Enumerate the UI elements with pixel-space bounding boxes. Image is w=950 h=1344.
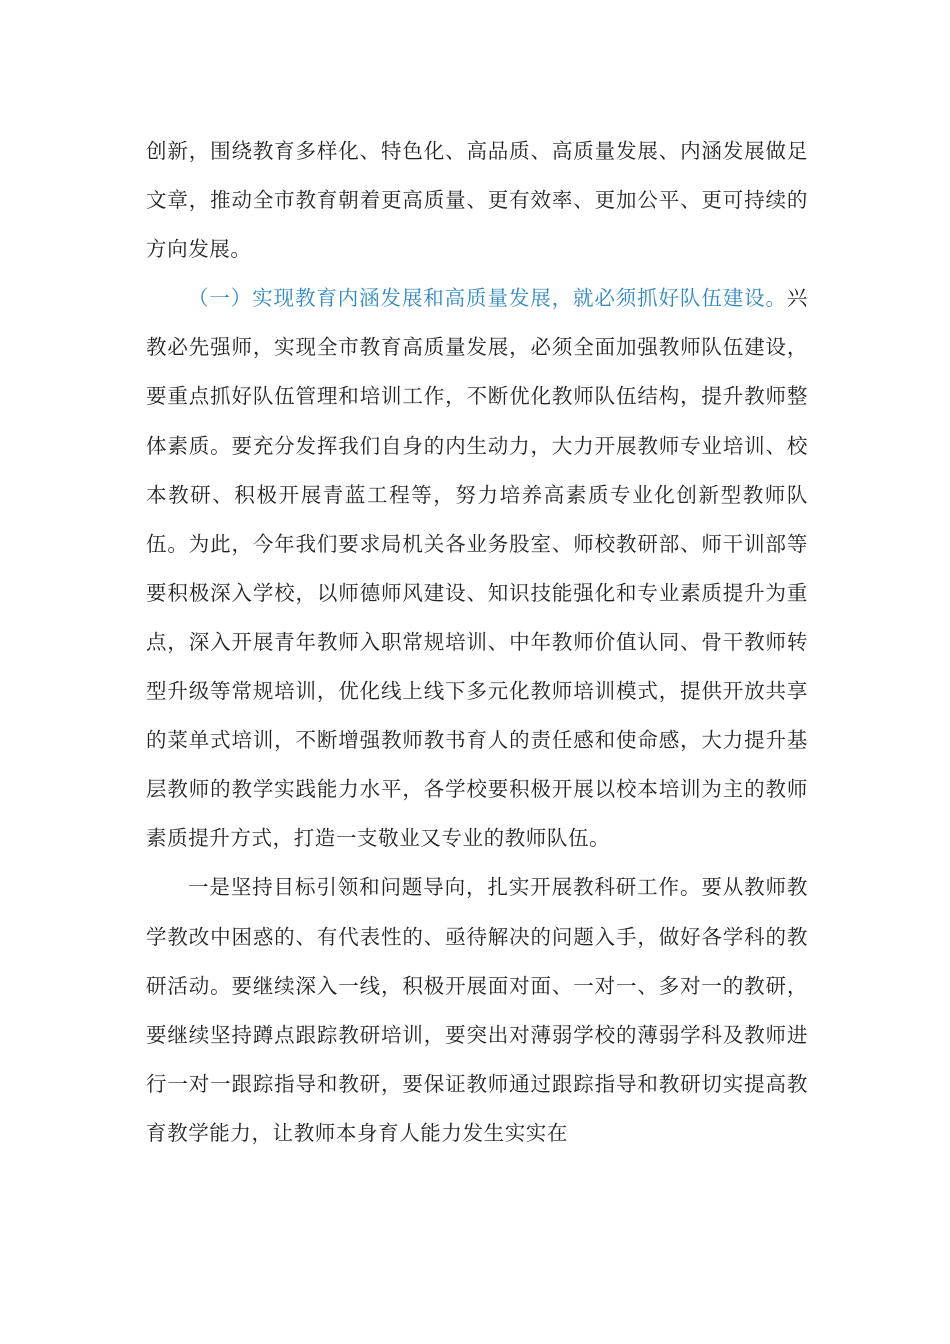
paragraph-team-building [146,274,808,863]
paragraph-continuation [146,127,808,274]
paragraph-text: 创新，围绕教育多样化、特色化、高品质、高质量发展、内涵发展做足文章，推动全市教育朝着更高质量、更有效率、更加公平、更可持续的方向发展。 [146,139,808,262]
section-heading: （一）实现教育内涵发展和高质量发展，就必须抓好队伍建设。 [188,286,787,311]
paragraph-text: 兴教必先强师，实现全市教育高质量发展，必须全面加强教师队伍建设，要重点抓好队伍管理和培训工作，不断优化教师队伍结构，提升教师整体素质。要充分发挥我们自身的内生动力，大力开展教师专业培训、校本教研、积极开展青蓝工程等，努力培养高素质专业化创新型教师队伍。为此，今年我们要求局机关各业务股室、师校教研部、师干训部等要积极深入学校，以师德师风建设、知识技能强化和专业素质提升为重点，深入开展青年教师入职常规培训、中年教师价值认同、骨干教师转型升级等常规培训，优化线上线下多元化教师培训模式，提供开放共享的菜单式培训，不断增强教师教书育人的责任感和使命感，大力提升基层教师的教学实践能力水平，各学校要积极开展以校本培训为主的教师素质提升方式，打造一支敬业又专业的教师队伍。 [146,286,808,851]
paragraph-text: 一是坚持目标引领和问题导向，扎实开展教科研工作。要从教师教学教改中困惑的、有代表性的、亟待解决的问题入手，做好各学科的教研活动。要继续深入一线，积极开展面对面、一对一、多对一的教研，要继续坚持蹲点跟踪教研培训，要突出对薄弱学校的薄弱学科及教师进行一对一跟踪指导和教研，要保证教师通过跟踪指导和教研切实提高教育教学能力，让教师本身育人能力发生实实在 [146,875,808,1145]
document-page [146,127,808,1158]
paragraph-research [146,863,808,1158]
